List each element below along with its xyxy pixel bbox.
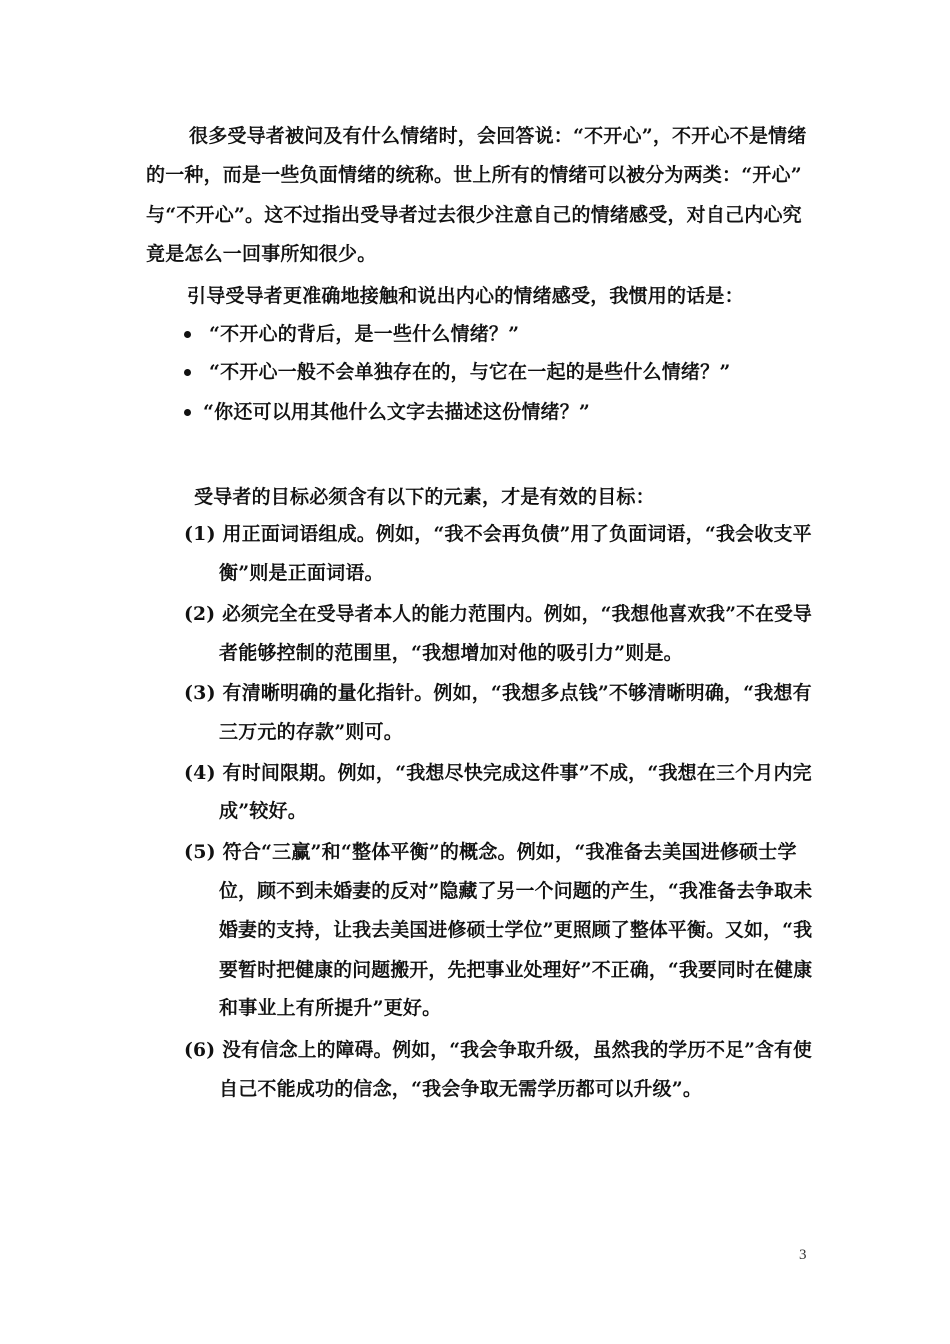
- bullet-item: “你还可以用其他什么文字去描述这份情绪？”: [203, 401, 591, 423]
- bullet-item: “不开心一般不会单独存在的，与它在一起的是些什么情绪？”: [209, 361, 731, 383]
- list-item-5-line-5: 和事业上有所提升”更好。: [219, 997, 442, 1019]
- paragraph-1-line-2: 的一种，而是一些负面情绪的统称。世上所有的情绪可以被分为两类：“开心”: [146, 164, 802, 186]
- bullet-item: “不开心的背后，是一些什么情绪？”: [209, 323, 520, 345]
- bullet-dot-icon: [184, 331, 191, 338]
- list-item-2-line-2: 者能够控制的范围里，“我想增加对他的吸引力”则是。: [219, 642, 683, 664]
- bullet-dot-icon: [184, 369, 191, 376]
- list-item-2-line-1: (2) 必须完全在受导者本人的能力范围内。例如，“我想他喜欢我”不在受导: [184, 603, 812, 625]
- paragraph-1-line-1: 很多受导者被问及有什么情绪时，会回答说：“不开心”，不开心不是情绪: [189, 125, 807, 147]
- list-item-6-line-2: 自己不能成功的信念，“我会争取无需学历都可以升级”。: [219, 1078, 703, 1100]
- page-number: 3: [799, 1247, 807, 1263]
- list-item-5-line-3: 婚妻的支持，让我去美国进修硕士学位”更照顾了整体平衡。又如，“我: [219, 919, 813, 941]
- list-item-4-line-2: 成”较好。: [219, 800, 307, 822]
- list-item-5-line-2: 位，顾不到未婚妻的反对”隐藏了另一个问题的产生，“我准备去争取未: [219, 880, 813, 902]
- paragraph-2: 引导受导者更准确地接触和说出内心的情绪感受，我惯用的话是：: [187, 285, 744, 307]
- list-item-1-line-1: (1) 用正面词语组成。例如，“我不会再负债”用了负面词语，“我会收支平: [184, 523, 812, 545]
- list-item-5-line-4: 要暂时把健康的问题搬开，先把事业处理好”不正确，“我要同时在健康: [219, 959, 813, 981]
- paragraph-1-line-3: 与“不开心”。这不过指出受导者过去很少注意自己的情绪感受，对自己内心究: [146, 204, 802, 226]
- list-item-6-line-1: (6) 没有信念上的障碍。例如，“我会争取升级，虽然我的学历不足”含有使: [184, 1039, 812, 1061]
- list-item-3-line-1: (3) 有清晰明确的量化指针。例如，“我想多点钱”不够清晰明确，“我想有: [184, 682, 812, 704]
- list-item-4-line-1: (4) 有时间限期。例如，“我想尽快完成这件事”不成，“我想在三个月内完: [184, 762, 812, 784]
- paragraph-1-line-4: 竟是怎么一回事所知很少。: [146, 243, 377, 265]
- list-item-3-line-2: 三万元的存款”则可。: [219, 721, 403, 743]
- bullet-dot-icon: [184, 409, 191, 416]
- list-item-1-line-2: 衡”则是正面词语。: [219, 562, 384, 584]
- paragraph-3: 受导者的目标必须含有以下的元素，才是有效的目标：: [194, 486, 655, 508]
- list-item-5-line-1: (5) 符合“三赢”和“整体平衡”的概念。例如，“我准备去美国进修硕士学: [184, 841, 797, 863]
